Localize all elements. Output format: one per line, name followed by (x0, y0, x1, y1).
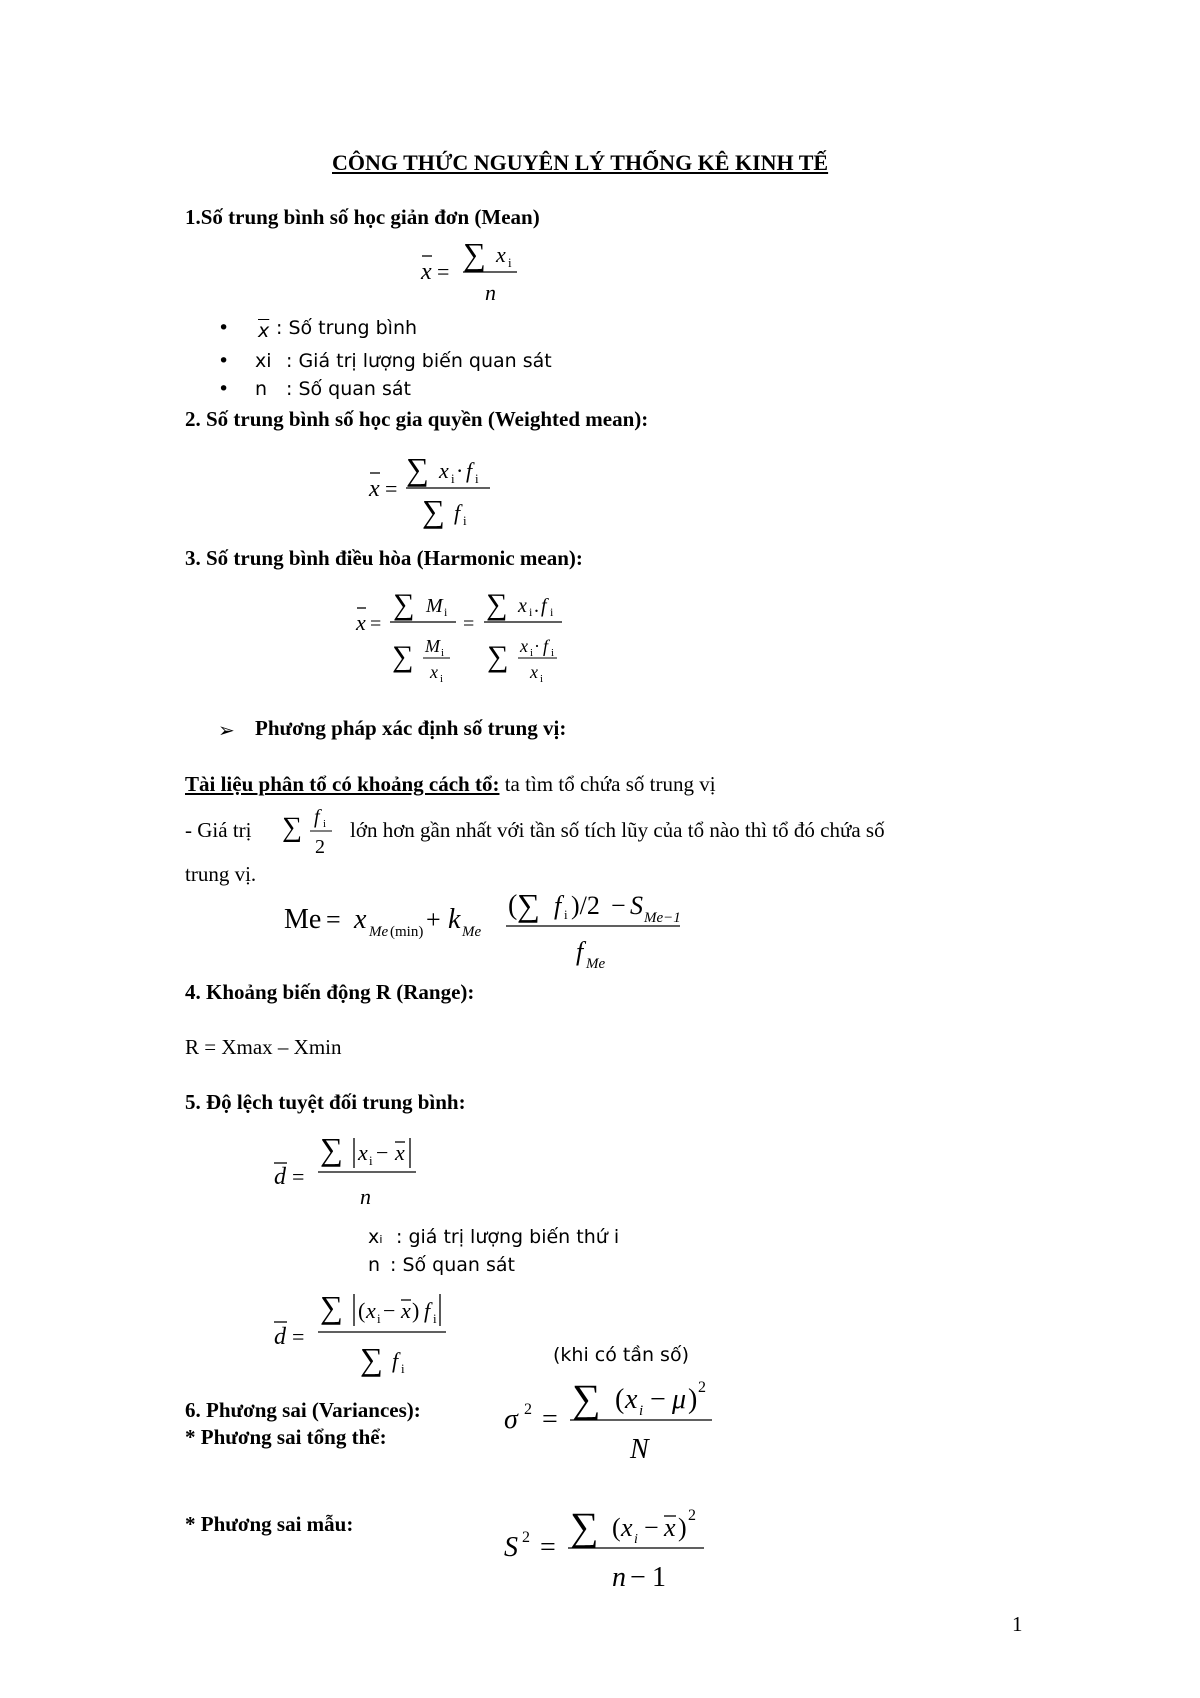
svg-text:i: i (441, 647, 445, 659)
svg-text:.: . (534, 595, 539, 617)
note-n-symbol: n (368, 1254, 381, 1276)
svg-text:x: x (369, 476, 380, 502)
svg-text:i: i (444, 605, 448, 619)
svg-text:2: 2 (522, 1529, 530, 1546)
svg-text:∑: ∑ (487, 640, 509, 673)
bullet-mean-text: : Số trung bình (276, 317, 418, 339)
svg-text:i: i (451, 471, 455, 486)
note-xi-text: : giá trị lượng biến thứ i (396, 1226, 620, 1248)
svg-text:f: f (466, 458, 473, 483)
svg-text:σ: σ (504, 1404, 518, 1435)
svg-text:∑: ∑ (486, 588, 508, 621)
svg-text:2: 2 (315, 836, 325, 858)
svg-text:−: − (376, 1140, 389, 1165)
svg-text:+: + (426, 905, 441, 934)
bullet-n-text: : Số quan sát (286, 378, 411, 400)
section-2-heading: 2. Số trung bình số học gia quyền (Weighted mean): (185, 407, 649, 431)
svg-text:n: n (485, 280, 496, 305)
sample-variance-label: * Phương sai mẫu: (185, 1512, 354, 1536)
svg-text:f: f (424, 1298, 431, 1323)
svg-text:∑: ∑ (360, 1341, 383, 1377)
median-line-prefix: - Giá trị (185, 818, 252, 842)
mad-freq-formula (270, 1282, 480, 1382)
page-number: 1 (1012, 1612, 1023, 1636)
median-line-rest: lớn hơn gần nhất với tần số tích lũy của tổ nào thì tổ đó chứa số (350, 818, 885, 842)
svg-text:S: S (504, 1532, 518, 1563)
svg-text:x: x (496, 242, 506, 267)
median-intro-rest: ta tìm tổ chứa số trung vị (499, 772, 716, 796)
svg-text:1: 1 (652, 1562, 666, 1593)
svg-text:−: − (611, 891, 626, 920)
svg-text:i: i (377, 1311, 381, 1326)
svg-text:x: x (358, 1140, 368, 1165)
note-n-text: : Số quan sát (390, 1254, 515, 1276)
svg-text:x: x (621, 1513, 633, 1542)
svg-text:x: x (366, 1298, 376, 1323)
svg-text:x: x (430, 662, 438, 682)
svg-text:x: x (625, 1384, 638, 1415)
population-variance-label: * Phương sai tổng thể: (185, 1425, 387, 1449)
svg-text:i: i (475, 471, 479, 486)
svg-text:=: = (326, 905, 341, 934)
median-intro-label: Tài liệu phân tổ có khoảng cách tổ: (185, 772, 500, 796)
svg-text:d: d (274, 1324, 286, 1350)
svg-text:=: = (292, 1324, 305, 1349)
svg-text:i: i (369, 1153, 373, 1168)
svg-text:f: f (543, 636, 549, 656)
svg-text:i: i (433, 1311, 437, 1326)
frequency-note: (khi có tần số) (553, 1344, 689, 1366)
svg-text:n: n (360, 1184, 371, 1209)
svg-text:x: x (439, 458, 449, 483)
svg-text:=: = (370, 613, 382, 635)
svg-text:∑: ∑ (570, 1504, 599, 1549)
svg-text:i: i (323, 818, 327, 830)
svg-text:N: N (630, 1434, 649, 1465)
bullet-mean: • (218, 317, 230, 339)
median-line-end: trung vị. (185, 862, 257, 886)
median-formula (280, 880, 720, 980)
svg-text:=: = (463, 613, 475, 635)
svg-text:i: i (564, 907, 568, 922)
svg-text:f: f (454, 500, 461, 525)
svg-text:=: = (292, 1164, 305, 1189)
svg-text:2: 2 (688, 1507, 696, 1524)
mad-formula (270, 1128, 450, 1218)
section-4-heading: 4. Khoảng biến động R (Range): (185, 980, 475, 1004)
svg-text:(: ( (508, 890, 518, 921)
svg-text:x: x (518, 595, 527, 617)
section-6-heading: 6. Phương sai (Variances): (185, 1398, 421, 1422)
svg-text:i: i (508, 255, 512, 270)
svg-text:∑: ∑ (422, 493, 445, 529)
svg-text:i: i (550, 605, 554, 619)
section-5-heading: 5. Độ lệch tuyệt đối trung bình: (185, 1090, 466, 1114)
mean-formula (405, 232, 545, 312)
arrow-bullet-icon: ➢ (218, 718, 235, 742)
svg-text:∑: ∑ (392, 640, 414, 673)
population-variance-formula (500, 1368, 740, 1478)
svg-text:M: M (425, 636, 440, 656)
svg-text:i: i (634, 1532, 638, 1547)
svg-text:x: x (664, 1513, 676, 1542)
svg-text:i: i (440, 673, 444, 685)
bullet-xi-symbol: xi (255, 350, 272, 372)
mean-symbol: x (421, 259, 432, 285)
range-formula: R = Xmax – Xmin (185, 1035, 342, 1059)
svg-text:f: f (392, 1348, 399, 1373)
median-sum-fraction (280, 798, 340, 858)
svg-text:): ) (678, 1513, 687, 1542)
svg-text:Me: Me (586, 956, 606, 972)
svg-text:∑: ∑ (282, 812, 302, 843)
svg-text:=: = (437, 259, 450, 284)
svg-text:·: · (534, 636, 540, 656)
svg-text:x: x (401, 1298, 411, 1323)
svg-text:=: = (540, 1532, 556, 1563)
svg-text:x: x (395, 1140, 405, 1165)
svg-text:Me: Me (462, 924, 482, 940)
svg-text:i: i (463, 513, 467, 528)
svg-text:k: k (448, 904, 461, 935)
bullet-xi: • (218, 350, 230, 372)
svg-text:−: − (650, 1384, 666, 1415)
svg-text:S: S (630, 891, 643, 920)
svg-text:n: n (612, 1562, 626, 1593)
svg-text:f: f (314, 806, 320, 828)
svg-text:i: i (530, 647, 534, 659)
svg-text:(min): (min) (390, 924, 424, 940)
sample-variance-formula (500, 1496, 740, 1606)
svg-text:−: − (644, 1513, 659, 1542)
svg-text:∑: ∑ (393, 588, 415, 621)
svg-text:∑: ∑ (463, 236, 486, 272)
svg-text:∑: ∑ (572, 1376, 601, 1421)
svg-text:=: = (385, 476, 398, 501)
svg-text:μ: μ (672, 1384, 687, 1415)
bullet-mean-symbol: $\overline{x}$ (258, 320, 270, 342)
svg-text:−: − (630, 1562, 646, 1593)
bullet-n: • (218, 378, 230, 400)
weighted-mean-formula (362, 440, 512, 530)
svg-text:i: i (639, 1403, 644, 1419)
svg-text:−: − (383, 1298, 396, 1323)
svg-text:(: ( (612, 1513, 621, 1542)
svg-text:2: 2 (698, 1379, 706, 1396)
svg-text:Me: Me (369, 924, 389, 940)
median-intro (185, 772, 716, 797)
svg-text:x: x (356, 610, 366, 635)
svg-text:∑: ∑ (320, 1289, 343, 1325)
section-1-heading: 1.Số trung bình số học giản đơn (Mean) (185, 205, 540, 229)
svg-text:d: d (274, 1164, 286, 1190)
svg-text:f: f (576, 937, 584, 966)
svg-text:x: x (530, 662, 538, 682)
svg-text:∑: ∑ (320, 1131, 343, 1167)
svg-text:(: ( (615, 1384, 625, 1415)
svg-text:Me−1: Me−1 (644, 910, 681, 926)
svg-text:): ) (412, 1298, 420, 1323)
svg-text:Me: Me (284, 904, 322, 935)
svg-text:i: i (529, 605, 533, 619)
median-heading: Phương pháp xác định số trung vị: (255, 716, 567, 740)
svg-text:i: i (551, 647, 555, 659)
svg-text:2: 2 (524, 1401, 532, 1418)
svg-text:f: f (541, 595, 547, 617)
section-3-heading: 3. Số trung bình điều hòa (Harmonic mean): (185, 546, 583, 570)
svg-text:f: f (554, 891, 562, 920)
svg-text:x: x (520, 636, 528, 656)
svg-text:)/2: )/2 (571, 891, 600, 920)
svg-text:x: x (354, 904, 367, 935)
svg-text:∑: ∑ (406, 451, 429, 487)
svg-text:i: i (401, 1361, 405, 1376)
svg-text:·: · (456, 458, 464, 483)
svg-text:M: M (426, 595, 443, 617)
harmonic-mean-formula (350, 578, 580, 698)
svg-text:i: i (540, 673, 544, 685)
note-xi-symbol: xᵢ (368, 1226, 383, 1248)
page-title: CÔNG THỨC NGUYÊN LÝ THỐNG KÊ KINH TẾ (332, 150, 829, 175)
svg-text:∑: ∑ (517, 887, 540, 923)
bullet-n-symbol: n (255, 378, 268, 400)
svg-text:=: = (542, 1404, 558, 1435)
bullet-xi-text: : Giá trị lượng biến quan sát (286, 350, 552, 372)
svg-text:): ) (688, 1384, 698, 1415)
svg-text:(: ( (358, 1298, 366, 1323)
